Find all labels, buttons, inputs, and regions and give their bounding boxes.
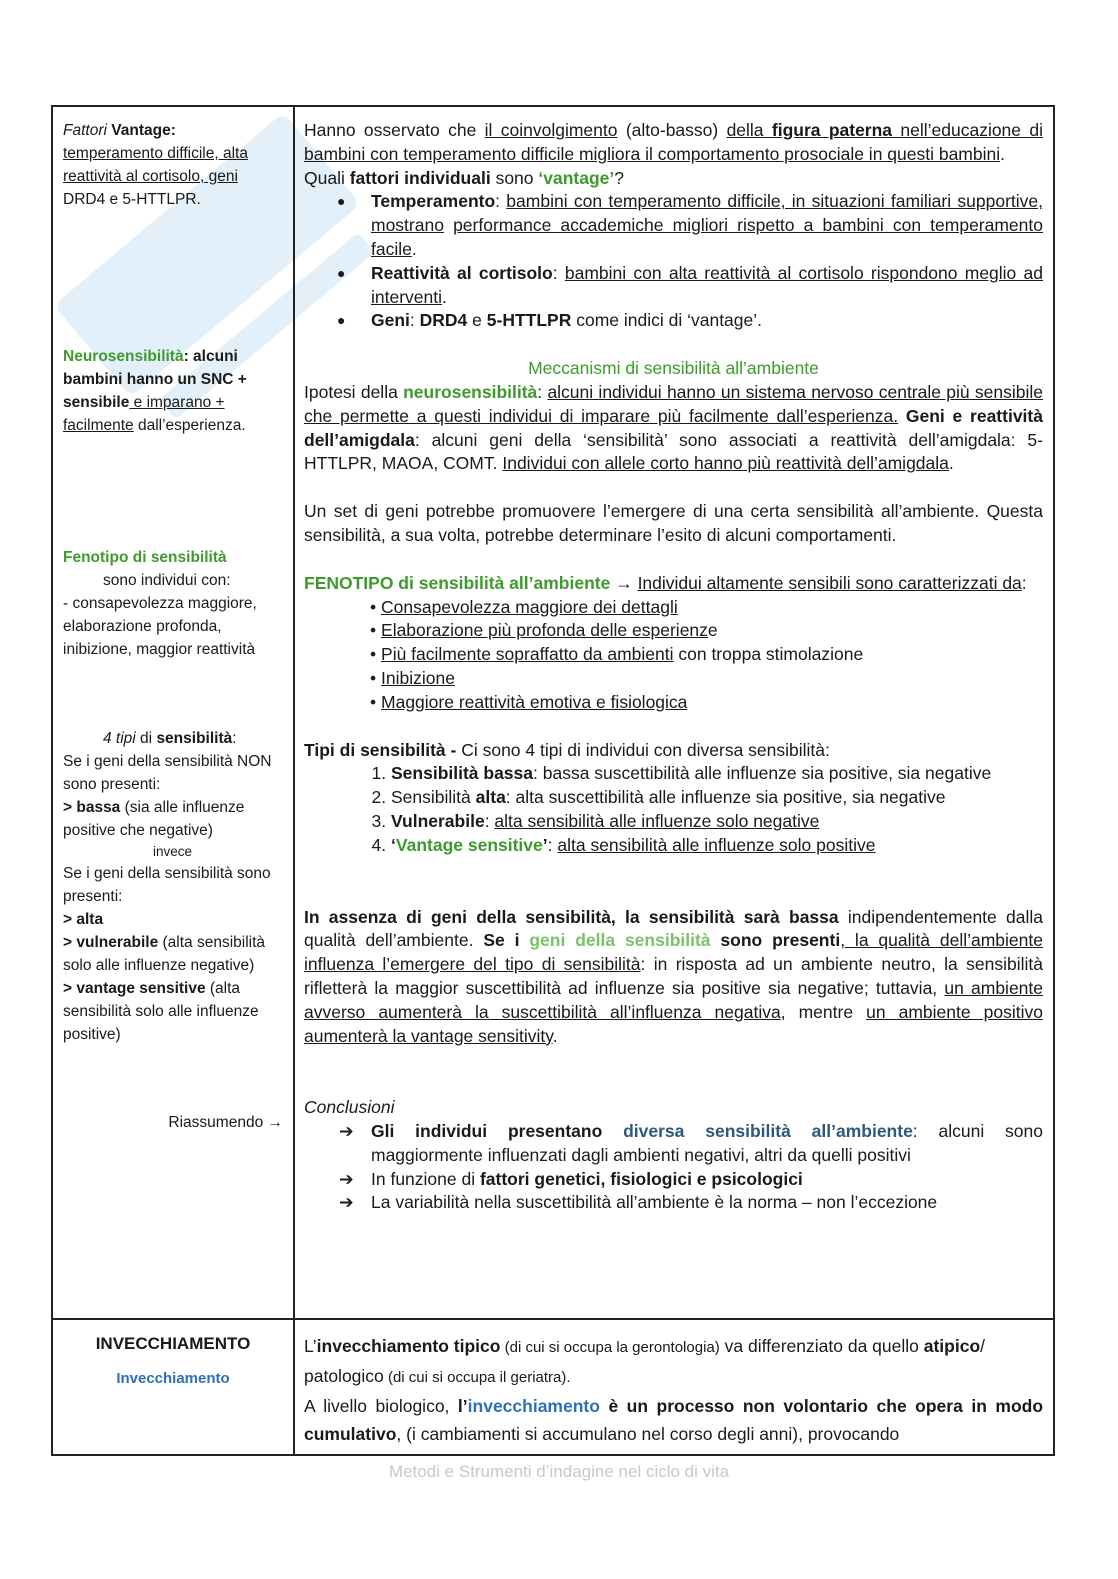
left-column — [53, 1320, 295, 1454]
section-heading: INVECCHIAMENTO — [95, 1334, 251, 1353]
list-item: • Consapevolezza maggiore dei dettagli — [370, 596, 678, 617]
list-item: 1. Sensibilità bassa: bassa suscettibilità alle influenze sia positive, sia negative — [391, 762, 1043, 786]
vantage-note: Fattori Vantage: temperamento difficile, alta reattività al cortisolo, geni DRD4 e 5-HTTLPR. — [63, 122, 248, 208]
feno-note: Fenotipo di sensibilità sono individui con: - consapevolezza maggiore, elaborazione profonda, inibizione, maggior reattività — [63, 549, 257, 658]
table-row — [53, 1318, 1053, 1454]
conclusioni-title: Conclusioni — [304, 1097, 395, 1118]
table-row — [53, 107, 1053, 1318]
notes-table — [51, 105, 1055, 1456]
fenotipo-list — [304, 596, 1043, 715]
neuro-note: Neurosensibilità: alcuni bambini hanno un SNC + sensibile e imparano + facilmente dall’esperienza. — [63, 348, 247, 434]
paragraph-neurosensibilita: Ipotesi della neurosensibilità: alcuni individui hanno un sistema nervoso centrale più sensibile che permette a questi individui di imparare più facilmente dall’esperienza. Geni e reattività dell’amigdala: alcuni geni della ‘sensibilità’ sono associati a reattività dell’amigdala: 5-HTTLPR, MAOA, COMT. Individui con allele corto hanno più reattività dell’amigdala. — [304, 381, 1043, 474]
list-item: ● Reattività al cortisolo: bambini con alta reattività al cortisolo rispondono meglio ad interventi. — [371, 262, 1043, 310]
section-subheading: Invecchiamento — [116, 1370, 230, 1387]
paragraph-invecchiamento: L’invecchiamento tipico (di cui si occupa la gerontologia) va differenziato da quello atipico/ patologico (di cui si occupa il geriatra). — [304, 1336, 986, 1386]
list-item: 2. Sensibilità alta: alta suscettibilità alle influenze sia positive, sia negative — [391, 786, 1043, 810]
list-item: • Più facilmente sopraffatto da ambienti con troppa stimolazione — [370, 644, 864, 665]
vantage-factors-list — [304, 190, 1043, 333]
list-item: ➔ La variabilità nella suscettibilità all’ambiente è la norma – non l’eccezione — [371, 1191, 1043, 1215]
paragraph-fenotipo: FENOTIPO di sensibilità all’ambiente → Individui altamente sensibili sono caratterizzati da: — [304, 572, 1027, 593]
left-column — [53, 107, 295, 1318]
paragraph-figura-paterna: Hanno osservato che il coinvolgimento (alto-basso) della figura paterna nell’educazione di bambini con temperamento difficile migliora il comportamento prosociale in questi bambini. — [304, 120, 1043, 164]
right-column — [295, 1320, 1053, 1454]
right-column — [295, 107, 1053, 1318]
list-item: 4. ‘Vantage sensitive’: alta sensibilità alle influenze solo positive — [391, 834, 1043, 858]
conclusioni-list — [304, 1120, 1043, 1215]
page-footer: Metodi e Strumenti d’indagine nel ciclo di vita — [388, 1462, 730, 1481]
question-vantage: Quali fattori individuali sono ‘vantage’? — [304, 167, 624, 188]
list-item: ➔ Gli individui presentano diversa sensibilità all’ambiente: alcuni sono maggiormente influenzati dagli ambienti negativi, altri da quelli positivi — [371, 1120, 1043, 1168]
paragraph-set-geni: Un set di geni potrebbe promuovere l’emergere di una certa sensibilità all’ambiente. Questa sensibilità, a sua volta, potrebbe determinare l’esito di alcuni comportamenti. — [304, 501, 1043, 545]
tipi-list — [304, 762, 1043, 857]
list-item: ● Geni: DRD4 e 5-HTTLPR come indici di ‘vantage’. — [371, 309, 1043, 333]
paragraph-biologico: A livello biologico, l’invecchiamento è un processo non volontario che opera in modo cumulativo, (i cambiamenti si accumulano nel corso degli anni), provocando — [304, 1396, 1044, 1444]
paragraph-assenza-geni: In assenza di geni della sensibilità, la sensibilità sarà bassa indipendentemente dalla qualità dell’ambiente. Se i geni della sensibilità sono presenti, la qualità dell’ambiente influenza l’emergere del tipo di sensibilità: in risposta ad un ambiente neutro, la sensibilità rifletterà la maggior suscettibilità ad influenze sia positive sia negative; tuttavia, un ambiente avverso aumenterà la suscettibilità all’influenza negativa, mentre un ambiente positivo aumenterà la vantage sensitivity. — [304, 906, 1044, 1046]
list-item: • Maggiore reattività emotiva e fisiologica — [370, 691, 688, 712]
paragraph-tipi: Tipi di sensibilità - Ci sono 4 tipi di individui con diversa sensibilità: — [304, 739, 830, 760]
list-item: ➔ In funzione di fattori genetici, fisiologici e psicologici — [371, 1168, 1043, 1192]
tipi-note: 4 tipi di sensibilità: Se i geni della sensibilità NON sono presenti: > bassa (sia alle influenze positive che negative) invece Se i geni della sensibilità sono presenti: > alta > vulnerabile (alta sensibilità solo alle influenze negative) > vantage sensitive (alta sensibilità solo alle influenze positive) — [63, 730, 272, 1043]
list-item: ● Temperamento: bambini con temperamento difficile, in situazioni familiari supportive, mostrano performance accademiche migliori rispetto a bambini con temperamento facile. — [371, 190, 1043, 261]
list-item: 3. Vulnerabile: alta sensibilità alle influenze solo negative — [391, 810, 1043, 834]
list-item: • Elaborazione più profonda delle esperienze — [370, 620, 718, 641]
list-item: • Inibizione — [370, 667, 455, 688]
section-title-meccanismi: Meccanismi di sensibilità all’ambiente — [528, 358, 819, 379]
riassumendo-note: Riassumendo → — [168, 1114, 283, 1131]
